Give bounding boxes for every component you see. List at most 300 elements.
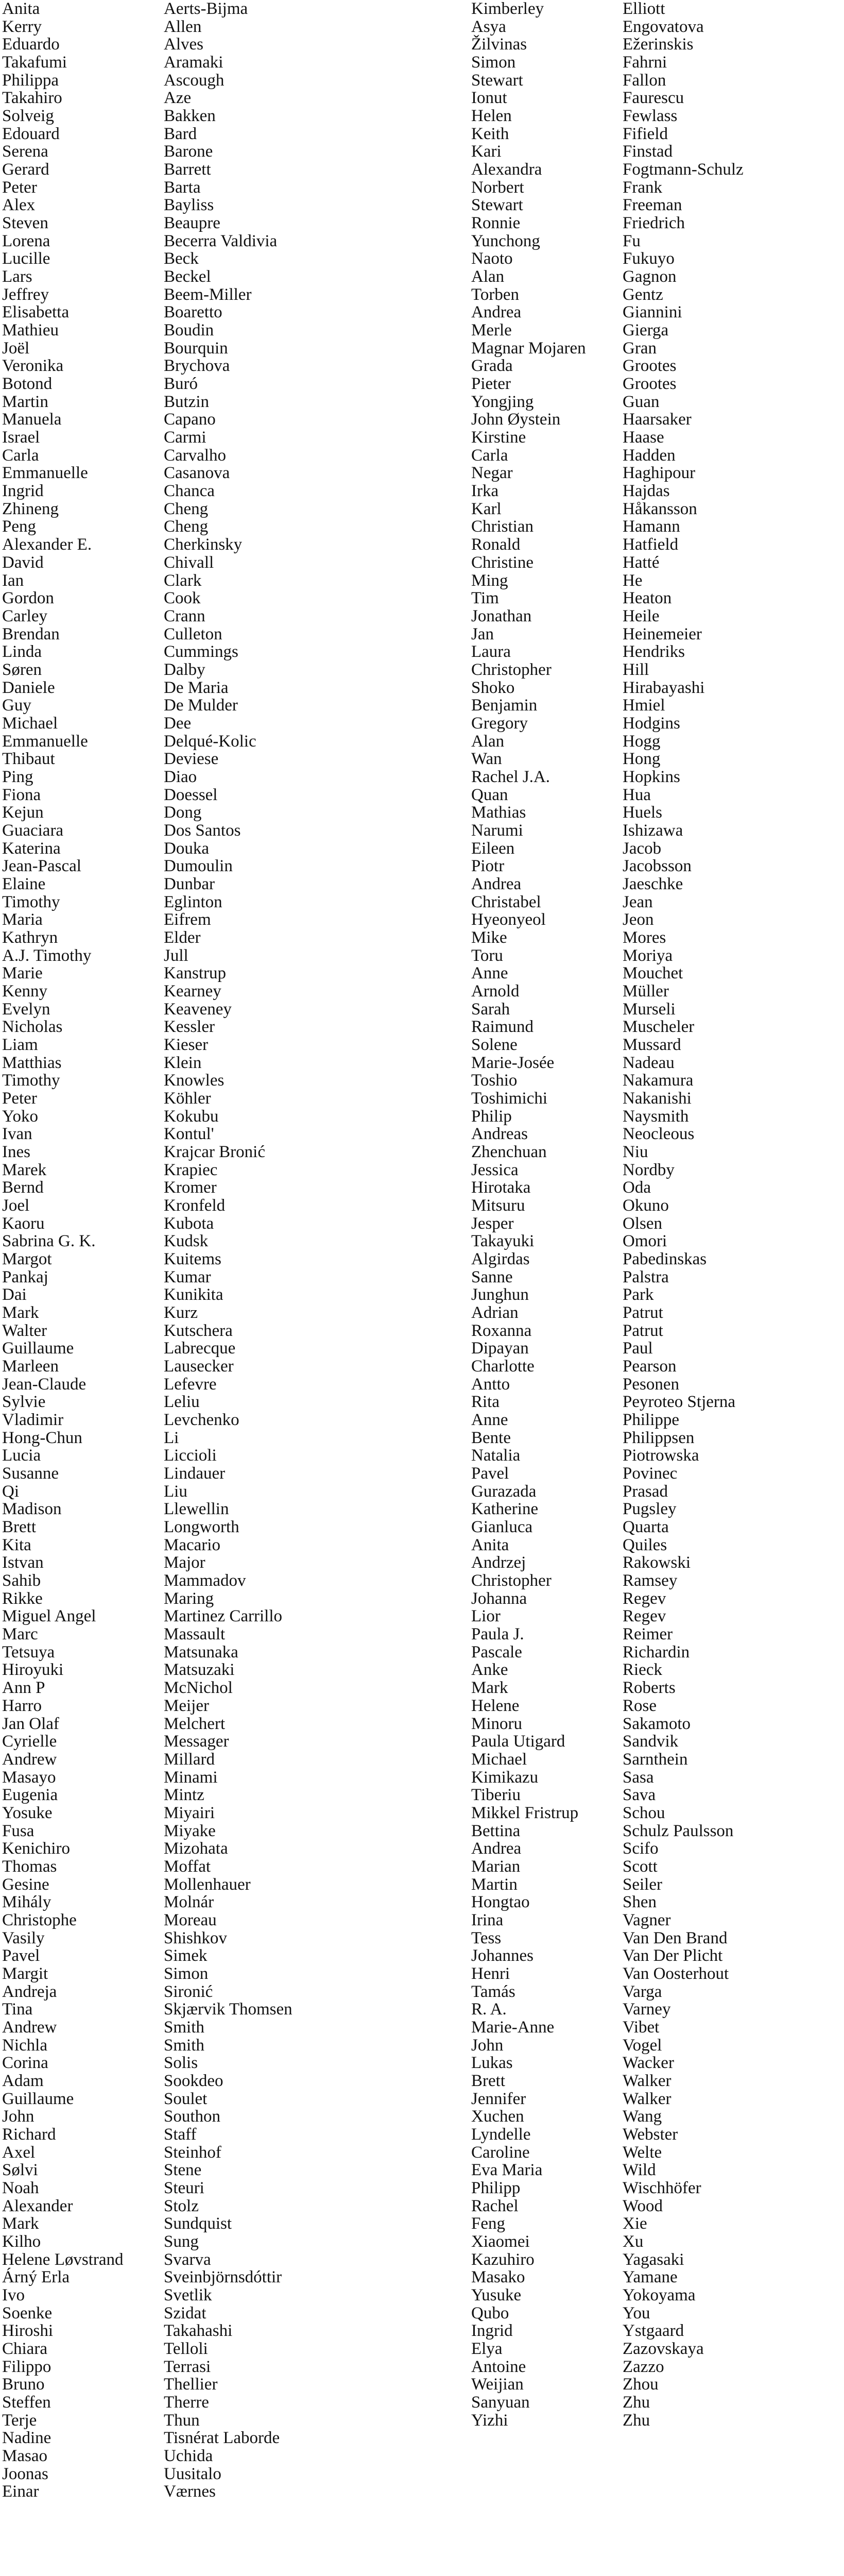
first-name: Guillaume	[2, 2089, 74, 2108]
last-name: Sookdeo	[164, 2071, 223, 2090]
first-name: Qi	[2, 1482, 19, 1501]
first-name: Vladimir	[2, 1411, 64, 1430]
last-name: Barrett	[164, 160, 211, 179]
first-name: Fiona	[2, 785, 41, 804]
first-name: Stewart	[471, 196, 523, 215]
first-name: Gurazada	[471, 1482, 537, 1501]
last-name: Fu	[623, 231, 641, 250]
last-name: Walker	[623, 2071, 671, 2090]
first-name: Antoine	[471, 2357, 526, 2376]
first-name: John	[2, 2107, 35, 2126]
first-name: Jeffrey	[2, 285, 49, 304]
first-name: Michael	[471, 1750, 527, 1769]
last-name: Steuri	[164, 2178, 204, 2197]
first-name: Yizhi	[471, 2411, 508, 2430]
last-name: Scifo	[623, 1839, 659, 1858]
first-name: Gerard	[2, 160, 49, 179]
last-name: De Maria	[164, 678, 229, 697]
first-name: Toshimichi	[471, 1089, 548, 1108]
last-name: Dumoulin	[164, 857, 233, 876]
last-name: Sakamoto	[623, 1714, 691, 1733]
first-name: Carley	[2, 606, 47, 625]
last-name: Murseli	[623, 999, 676, 1019]
first-name: Jessica	[471, 1160, 519, 1179]
last-name: Pugsley	[623, 1500, 677, 1519]
first-name: Joonas	[2, 2464, 48, 2483]
last-name: Sironić	[164, 1982, 213, 2001]
last-name: Bard	[164, 124, 197, 143]
last-name: Sveinbjörnsdóttir	[164, 2268, 282, 2287]
first-name: Joël	[2, 338, 30, 358]
last-name: Smith	[164, 2018, 204, 2037]
last-name: Simon	[164, 1964, 209, 1983]
first-name: Veronika	[2, 357, 64, 376]
last-name: Hamann	[623, 517, 680, 536]
first-name: Helen	[471, 107, 512, 126]
last-name: Regev	[623, 1607, 666, 1626]
first-name: Anita	[471, 1535, 509, 1554]
first-name: Yunchong	[471, 231, 540, 250]
last-name: Lindauer	[164, 1464, 226, 1483]
last-name: Ystgaard	[623, 2321, 684, 2341]
first-name: Axel	[2, 2143, 36, 2162]
first-name: Antto	[471, 1375, 510, 1394]
first-name: Yusuke	[471, 2286, 522, 2304]
last-name: Hirabayashi	[623, 678, 705, 697]
last-name: Faurescu	[623, 89, 684, 108]
first-name: Ronnie	[471, 214, 521, 233]
first-name: Marc	[2, 1625, 38, 1644]
first-name: Pascale	[471, 1642, 522, 1662]
last-name: Vogel	[623, 2036, 662, 2055]
last-name: Jean	[623, 892, 653, 911]
first-name: Susanne	[2, 1464, 59, 1483]
first-name: Lyndelle	[471, 2125, 531, 2144]
first-name: Lukas	[471, 2054, 513, 2073]
last-name: Elder	[164, 928, 201, 947]
first-name: Gregory	[471, 714, 528, 733]
first-name: Eileen	[471, 839, 515, 858]
last-name: Van Der Plicht	[623, 1946, 723, 1965]
last-name: Takahashi	[164, 2321, 233, 2341]
last-name: Nakamura	[623, 1071, 694, 1090]
first-name: Corina	[2, 2054, 48, 2073]
first-name: Mathieu	[2, 321, 59, 340]
first-name: Steffen	[2, 2393, 51, 2412]
first-name: Solveig	[2, 107, 54, 126]
first-name: Pieter	[471, 375, 511, 394]
last-name: Simek	[164, 1946, 208, 1965]
last-name: Kokubu	[164, 1107, 219, 1126]
first-name: Terje	[2, 2411, 37, 2430]
last-name: Jacob	[623, 839, 662, 858]
first-name: Tim	[471, 589, 499, 608]
first-name: Adrian	[471, 1303, 519, 1323]
last-name: You	[623, 2303, 650, 2323]
first-name: Caroline	[471, 2143, 530, 2162]
first-name: Masako	[471, 2268, 525, 2287]
last-name: Hajdas	[623, 482, 670, 501]
first-name: Andrea	[471, 303, 522, 322]
first-name: Israel	[2, 428, 40, 447]
last-name: Massault	[164, 1625, 226, 1644]
last-name: Wischhöfer	[623, 2178, 701, 2197]
first-name: Norbert	[471, 178, 524, 197]
last-name: Fallon	[623, 71, 666, 90]
first-name: Lorena	[2, 231, 50, 250]
last-name: Hopkins	[623, 767, 680, 786]
last-name: Mores	[623, 928, 666, 947]
first-name: Michael	[2, 714, 58, 733]
last-name: Jeon	[623, 910, 654, 929]
last-name: Frank	[623, 178, 662, 197]
first-name: Hongtao	[471, 1893, 530, 1912]
last-name: Håkansson	[623, 499, 697, 518]
last-name: Miyake	[164, 1821, 216, 1840]
last-name: Ežerinskis	[623, 35, 694, 54]
last-name: Paul	[623, 1339, 653, 1358]
first-name: Junghun	[471, 1285, 529, 1304]
first-name: Marie-Anne	[471, 2018, 555, 2037]
last-name: Terrasi	[164, 2357, 211, 2376]
last-name: Meijer	[164, 1696, 209, 1715]
first-name: Masayo	[2, 1768, 56, 1787]
first-name: Christopher	[471, 1571, 552, 1590]
last-name: Macario	[164, 1535, 220, 1554]
first-name: Andrzej	[471, 1553, 526, 1572]
last-name: Værnes	[164, 2482, 216, 2501]
first-name: Soenke	[2, 2303, 53, 2323]
first-name: Alexander E.	[2, 535, 92, 554]
last-name: Molnár	[164, 1893, 214, 1912]
last-name: He	[623, 571, 643, 590]
first-name: Kilho	[2, 2232, 41, 2251]
first-name: Takahiro	[2, 89, 62, 108]
last-name: Okuno	[623, 1196, 669, 1215]
last-name: Millard	[164, 1750, 215, 1769]
last-name: Yokoyama	[623, 2286, 696, 2304]
first-name: Alexandra	[471, 160, 542, 179]
last-name: Pabedinskas	[623, 1250, 707, 1269]
first-name: Torben	[471, 285, 519, 304]
first-name: Simon	[471, 53, 516, 72]
last-name: Shishkov	[164, 1928, 227, 1947]
first-name: John Øystein	[471, 410, 561, 429]
last-name: Kuitems	[164, 1250, 221, 1269]
last-name: Kearney	[164, 981, 221, 1001]
first-name: Emmanuelle	[2, 732, 88, 751]
last-name: Carvalho	[164, 446, 226, 465]
last-name: Capano	[164, 410, 216, 429]
last-name: Beck	[164, 249, 199, 268]
last-name: Hong	[623, 750, 661, 769]
first-name: Ian	[2, 571, 24, 590]
last-name: Niu	[623, 1143, 648, 1161]
first-name: Chiara	[2, 2340, 47, 2359]
first-name: Jean-Pascal	[2, 857, 81, 876]
first-name: Hiroshi	[2, 2321, 53, 2341]
last-name: Patrut	[623, 1303, 663, 1323]
last-name: Prasad	[623, 1482, 668, 1501]
first-name: Christabel	[471, 892, 541, 911]
last-name: Omori	[623, 1232, 667, 1251]
first-name: Kathryn	[2, 928, 58, 947]
last-name: Longworth	[164, 1518, 239, 1537]
first-name: David	[2, 553, 44, 572]
last-name: Dos Santos	[164, 821, 241, 840]
first-name: Margot	[2, 1250, 52, 1269]
first-name: Shoko	[471, 678, 515, 697]
last-name: Buró	[164, 375, 198, 394]
first-name: Lucille	[2, 249, 50, 268]
first-name: Ivo	[2, 2286, 25, 2304]
last-name: Varga	[623, 1982, 662, 2001]
last-name: Hua	[623, 785, 651, 804]
first-name: Harro	[2, 1696, 42, 1715]
first-name: Istvan	[2, 1553, 44, 1572]
last-name: Pearson	[623, 1357, 677, 1376]
last-name: Li	[164, 1428, 179, 1447]
first-name: Ann P	[2, 1679, 45, 1698]
first-name: Timothy	[2, 1071, 60, 1090]
first-name: Elaine	[2, 874, 46, 893]
last-name: Elliott	[623, 0, 665, 18]
first-name: Piotr	[471, 857, 505, 876]
last-name: Liu	[164, 1482, 187, 1501]
first-name: Algirdas	[471, 1250, 530, 1269]
last-name: Keaveney	[164, 999, 232, 1019]
last-name: Wacker	[623, 2054, 674, 2073]
first-name: Philip	[471, 1107, 512, 1126]
first-name: Elya	[471, 2340, 503, 2359]
last-name: Maring	[164, 1589, 214, 1608]
first-name: Marie	[2, 964, 43, 983]
last-name: Xie	[623, 2214, 647, 2233]
last-name: Rieck	[623, 1660, 662, 1680]
first-name: Mikkel Fristrup	[471, 1803, 579, 1822]
first-name: Kenny	[2, 981, 47, 1001]
first-name: Jesper	[471, 1214, 514, 1233]
last-name: Wild	[623, 2161, 656, 2180]
last-name: Kunikita	[164, 1285, 223, 1304]
last-name: Fewlass	[623, 107, 678, 126]
first-name: Guy	[2, 696, 31, 715]
first-name: Mitsuru	[471, 1196, 525, 1215]
last-name: Beckel	[164, 267, 211, 286]
first-name: Noah	[2, 2178, 39, 2197]
first-name: Hiroyuki	[2, 1660, 64, 1680]
last-name: Jull	[164, 946, 188, 965]
first-name: Nadine	[2, 2429, 51, 2448]
last-name: Varney	[623, 2000, 671, 2019]
first-name: Tiberiu	[471, 1786, 521, 1805]
last-name: Sung	[164, 2232, 199, 2251]
last-name: Vagner	[623, 1910, 671, 1929]
first-name: Jan Olaf	[2, 1714, 59, 1733]
first-name: Žilvinas	[471, 35, 527, 54]
first-name: Pankaj	[2, 1267, 48, 1286]
first-name: Sølvi	[2, 2161, 38, 2180]
last-name: Müller	[623, 981, 669, 1001]
last-name: Schou	[623, 1803, 665, 1822]
last-name: Kumar	[164, 1267, 211, 1286]
first-name-column-2	[471, 0, 586, 2429]
first-name: Filippo	[2, 2357, 51, 2376]
last-name: Kubota	[164, 1214, 214, 1233]
first-name: Lucia	[2, 1446, 41, 1465]
last-name: Becerra Valdivia	[164, 231, 278, 250]
first-name: Steven	[2, 214, 48, 233]
last-name: Crann	[164, 606, 205, 625]
last-name: Svarva	[164, 2250, 211, 2269]
last-name: Fifield	[623, 124, 668, 143]
first-name: Andrea	[471, 874, 522, 893]
first-name: Richard	[2, 2125, 56, 2144]
last-name: Eifrem	[164, 910, 211, 929]
last-name: McNichol	[164, 1679, 233, 1698]
first-name: Tina	[2, 2000, 33, 2019]
first-name: Zhineng	[2, 499, 59, 518]
last-name: Nadeau	[623, 1053, 675, 1072]
first-name: Fusa	[2, 1821, 35, 1840]
first-name: Philipp	[471, 2178, 521, 2197]
first-name: Linda	[2, 642, 42, 662]
first-name: Maria	[2, 910, 43, 929]
last-name: Svetlik	[164, 2286, 212, 2304]
first-name: Carla	[2, 446, 39, 465]
last-name: Mollenhauer	[164, 1875, 251, 1894]
last-name: Matsunaka	[164, 1642, 238, 1662]
first-name: Gordon	[2, 589, 54, 608]
first-name: Sabrina G. K.	[2, 1232, 96, 1251]
first-name: Kari	[471, 142, 502, 161]
first-name: Kita	[2, 1535, 31, 1554]
first-name: Botond	[2, 375, 53, 394]
first-name: Eva Maria	[471, 2161, 543, 2180]
last-name: Cherkinsky	[164, 535, 243, 554]
first-name: Emmanuelle	[2, 464, 88, 483]
last-name: Xu	[623, 2232, 644, 2251]
first-name: Anne	[471, 1411, 508, 1430]
last-name: Kurz	[164, 1303, 198, 1323]
last-name: Llewellin	[164, 1500, 229, 1519]
first-name: Yoko	[2, 1107, 39, 1126]
last-name: Walker	[623, 2089, 671, 2108]
last-name: Zhu	[623, 2393, 650, 2412]
first-name: Alexander	[2, 2196, 73, 2215]
last-name: Quiles	[623, 1535, 667, 1554]
last-name: Hatfield	[623, 535, 679, 554]
last-name: Zhou	[623, 2375, 659, 2394]
first-name: Feng	[471, 2214, 505, 2233]
first-name: Andrew	[2, 1750, 57, 1769]
last-name: Sarnthein	[623, 1750, 688, 1769]
last-name: Hatté	[623, 553, 660, 572]
first-name: Eugenia	[2, 1786, 58, 1805]
last-name: Bayliss	[164, 196, 214, 215]
first-name: Pavel	[471, 1464, 509, 1483]
last-name: Gagnon	[623, 267, 677, 286]
last-name: Köhler	[164, 1089, 211, 1108]
last-name: Cook	[164, 589, 201, 608]
first-name: Anke	[471, 1660, 508, 1680]
last-name: Peyroteo Stjerna	[623, 1393, 736, 1412]
last-name: Rose	[623, 1696, 657, 1715]
first-name: Tess	[471, 1928, 502, 1947]
first-name: Andrea	[471, 1839, 522, 1858]
first-name: Charlotte	[471, 1357, 535, 1376]
last-name: Scott	[623, 1857, 658, 1876]
first-name: Kimberley	[471, 0, 544, 18]
last-name: Finstad	[623, 142, 673, 161]
first-name: Rita	[471, 1393, 499, 1412]
first-name: Nichla	[2, 2036, 47, 2055]
last-name: Nakanishi	[623, 1089, 692, 1108]
last-name: Moreau	[164, 1910, 217, 1929]
first-name: Helene	[471, 1696, 520, 1715]
first-name: Kazuhiro	[471, 2250, 535, 2269]
last-name: Heaton	[623, 589, 672, 608]
last-name: Aze	[164, 89, 192, 108]
first-name: Bettina	[471, 1821, 521, 1840]
last-name: Haghipour	[623, 464, 696, 483]
last-name: Clark	[164, 571, 202, 590]
first-name: Keith	[471, 124, 509, 143]
first-name: Roxanna	[471, 1321, 532, 1340]
first-name: Quan	[471, 785, 508, 804]
first-name: Thibaut	[2, 750, 55, 769]
last-name: Wang	[623, 2107, 662, 2126]
last-name: Barone	[164, 142, 213, 161]
first-name: Christopher	[471, 660, 552, 679]
first-name: Mike	[471, 928, 507, 947]
first-name: Rachel J.A.	[471, 767, 550, 786]
last-name: Olsen	[623, 1214, 662, 1233]
last-name: Dalby	[164, 660, 205, 679]
first-name: Andrew	[2, 2018, 57, 2037]
last-name: Deviese	[164, 750, 219, 769]
first-name: Adam	[2, 2071, 44, 2090]
last-name: Allen	[164, 17, 202, 36]
last-name: Uusitalo	[164, 2464, 221, 2483]
last-name: Cummings	[164, 642, 238, 662]
first-name: Toshio	[471, 1071, 518, 1090]
last-name-column-2	[623, 0, 744, 2429]
first-name: Masao	[2, 2447, 47, 2466]
last-name: Bakken	[164, 107, 216, 126]
first-name: Helene Løvstrand	[2, 2250, 124, 2269]
first-name: Miguel Angel	[2, 1607, 96, 1626]
last-name: Eglinton	[164, 892, 222, 911]
last-name: Sandvik	[623, 1732, 679, 1751]
first-name: Bernd	[2, 1178, 44, 1197]
last-name: Quarta	[623, 1518, 669, 1537]
first-name: Andreja	[2, 1982, 57, 2001]
first-name: Kirstine	[471, 428, 526, 447]
last-name: Doessel	[164, 785, 218, 804]
first-name: Takafumi	[2, 53, 67, 72]
last-name: Philippe	[623, 1411, 680, 1430]
last-name: Van Den Brand	[623, 1928, 728, 1947]
first-name: Andreas	[471, 1125, 528, 1144]
last-name: Mizohata	[164, 1839, 228, 1858]
last-name: Martinez Carrillo	[164, 1607, 283, 1626]
first-name: Peng	[2, 517, 36, 536]
last-name: Pesonen	[623, 1375, 679, 1394]
last-name: Kontul'	[164, 1125, 214, 1144]
first-name: Weijian	[471, 2375, 524, 2394]
first-name: Anne	[471, 964, 508, 983]
